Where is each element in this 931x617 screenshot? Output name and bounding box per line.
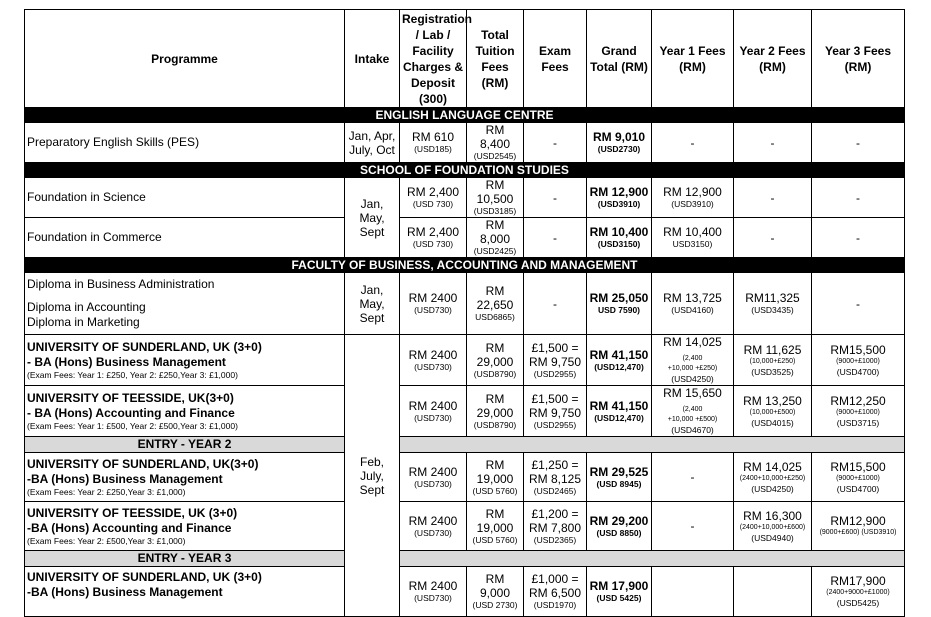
registration-cell: RM 2400 (USD730) [400,453,467,502]
grand-total-cell: RM 41,150 (USD12,470) [587,386,652,437]
year3-cell: RM15,500 (9000+£1000) (USD4700) [812,335,905,386]
programme-name: Preparatory English Skills (PES) [25,123,345,163]
year3-cell: - [812,123,905,163]
exam-cell: £1,500 = RM 9,750 (USD2955) [524,335,587,386]
programme-name: Foundation in Commerce [25,218,345,258]
exam-cell: - [524,123,587,163]
registration-cell: RM 2400 (USD730) [400,386,467,437]
table-row [25,567,905,617]
exam-cell: £1,000 = RM 6,500 (USD1970) [524,567,587,617]
exam-cell: - [524,273,587,335]
year2-cell: - [734,218,812,258]
year2-cell: RM11,325 (USD3435) [734,273,812,335]
grand-total-cell: RM 10,400 (USD3150) [587,218,652,258]
year2-cell: - [734,123,812,163]
section-business-faculty: FACULTY OF BUSINESS, ACCOUNTING AND MANAGEMENT [25,258,905,273]
year1-cell: - [652,123,734,163]
grand-total-cell: RM 17,900 (USD 5425) [587,567,652,617]
table-row [25,502,905,551]
header-grand-total: Grand Total (RM) [587,10,652,108]
diploma-business-administration: Diploma in Business Administration [27,277,215,291]
tuition-cell: RM 8,000 (USD2425) [467,218,524,258]
exam-cell: £1,500 = RM 9,750 (USD2955) [524,386,587,437]
programme-name: Foundation in Science [25,178,345,218]
tuition-cell: RM 19,000 (USD 5760) [467,453,524,502]
fee-table [24,9,905,617]
programme-name: UNIVERSITY OF SUNDERLAND, UK(3+0) -BA (Hons) Business Management (Exam Fees: Year 2: £250,Year 3: £1,000) [25,453,345,502]
table-row [25,453,905,502]
year2-cell: - [734,178,812,218]
year1-cell: RM 15,650 (2,400 +10,000 +£500) (USD4670) [652,386,734,437]
year1-cell: - [652,453,734,502]
year3-cell: RM12,900 (9000+£600) (USD3910) [812,502,905,551]
diploma-marketing: Diploma in Marketing [27,315,140,329]
intake-cell: Feb, July, Sept [345,335,400,617]
section-english-language-centre: ENGLISH LANGUAGE CENTRE [25,108,905,123]
header-year1: Year 1 Fees (RM) [652,10,734,108]
tuition-cell: RM 19,000 (USD 5760) [467,502,524,551]
exam-cell: £1,200 = RM 7,800 (USD2365) [524,502,587,551]
header-intake: Intake [345,10,400,108]
tuition-cell: RM 22,650 USD6865) [467,273,524,335]
header-tuition: Total Tuition Fees (RM) [467,10,524,108]
header-programme: Programme [25,10,345,108]
intake-cell: Jan, May, Sept [345,178,400,258]
tuition-cell: RM 9,000 (USD 2730) [467,567,524,617]
section-foundation-studies: SCHOOL OF FOUNDATION STUDIES [25,163,905,178]
tuition-cell: RM 8,400 (USD2545) [467,123,524,163]
header-row [25,10,905,108]
grand-total-cell: RM 29,525 (USD 8945) [587,453,652,502]
year2-cell: RM 13,250 (10,000+£500) (USD4015) [734,386,812,437]
table-row [25,386,905,437]
grand-total-cell: RM 25,050 USD 7590) [587,273,652,335]
year1-cell [652,567,734,617]
entry-year-3-fill [400,551,905,567]
year3-cell: - [812,273,905,335]
table-row [25,123,905,163]
registration-cell: RM 2400 (USD730) [400,502,467,551]
intake-cell: Jan, May, Sept [345,273,400,335]
section-entry-year-3: ENTRY - YEAR 3 [25,551,345,567]
registration-cell: RM 2,400 (USD 730) [400,178,467,218]
registration-cell: RM 2,400 (USD 730) [400,218,467,258]
intake-cell: Jan, Apr, July, Oct [345,123,400,163]
registration-cell: RM 2400 (USD730) [400,335,467,386]
year2-cell: RM 14,025 (2400+10,000+£250) (USD4250) [734,453,812,502]
year3-cell: RM12,250 (9000+£1000) (USD3715) [812,386,905,437]
year1-cell: RM 10,400 USD3150) [652,218,734,258]
year3-cell: - [812,218,905,258]
year2-cell: RM 11,625 (10,000+£250) (USD3525) [734,335,812,386]
year3-cell: - [812,178,905,218]
year1-cell: - [652,502,734,551]
grand-total-cell: RM 9,010 (USD2730) [587,123,652,163]
table-row [25,178,905,218]
year1-cell: RM 14,025 (2,400 +10,000 +£250) (USD4250) [652,335,734,386]
header-exam: Exam Fees [524,10,587,108]
programme-name: UNIVERSITY OF SUNDERLAND, UK (3+0) - BA (Hons) Business Management (Exam Fees: Year 1: £250, Year 2: £250,Year 3: £1,000) [25,335,345,386]
registration-cell: RM 610 (USD185) [400,123,467,163]
programme-name: UNIVERSITY OF TEESSIDE, UK (3+0) -BA (Hons) Accounting and Finance (Exam Fees: Year 2: £500,Year 3: £1,000) [25,502,345,551]
table-row [25,335,905,386]
grand-total-cell: RM 41,150 (USD12,470) [587,335,652,386]
table-row [25,218,905,258]
exam-cell: £1,250 = RM 8,125 (USD2465) [524,453,587,502]
year2-cell [734,567,812,617]
section-entry-year-2: ENTRY - YEAR 2 [25,437,345,453]
year3-cell: RM17,900 (2400+9000+£1000) (USD5425) [812,567,905,617]
tuition-cell: RM 29,000 (USD8790) [467,335,524,386]
header-year3: Year 3 Fees (RM) [812,10,905,108]
table-row [25,273,905,335]
entry-year-2-fill [400,437,905,453]
grand-total-cell: RM 12,900 (USD3910) [587,178,652,218]
programme-name [25,273,345,335]
programme-name: UNIVERSITY OF SUNDERLAND, UK (3+0) -BA (Hons) Business Management [25,567,345,617]
tuition-cell: RM 10,500 (USD3185) [467,178,524,218]
grand-total-cell: RM 29,200 (USD 8850) [587,502,652,551]
exam-cell: - [524,178,587,218]
exam-cell: - [524,218,587,258]
programme-name: UNIVERSITY OF TEESSIDE, UK(3+0) - BA (Hons) Accounting and Finance (Exam Fees: Year 1: £500, Year 2: £500,Year 3: £1,000) [25,386,345,437]
year1-cell: RM 12,900 (USD3910) [652,178,734,218]
header-year2: Year 2 Fees (RM) [734,10,812,108]
year2-cell: RM 16,300 (2400+10,000+£600) (USD4940) [734,502,812,551]
year3-cell: RM15,500 (9000+£1000) (USD4700) [812,453,905,502]
year1-cell: RM 13,725 (USD4160) [652,273,734,335]
header-registration: Registration / Lab / Facility Charges & Deposit (300) [400,10,467,108]
tuition-cell: RM 29,000 (USD8790) [467,386,524,437]
registration-cell: RM 2400 (USD730) [400,273,467,335]
registration-cell: RM 2400 (USD730) [400,567,467,617]
diploma-accounting: Diploma in Accounting [27,300,146,314]
